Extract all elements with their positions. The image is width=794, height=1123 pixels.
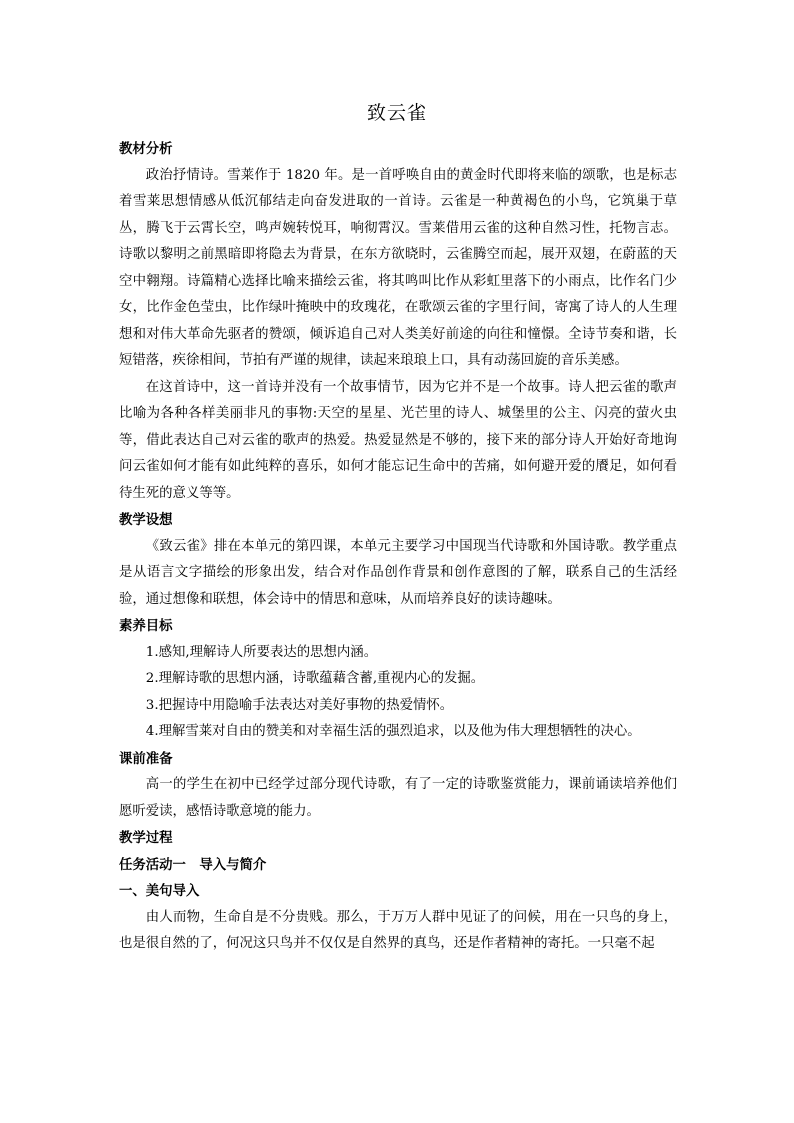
paragraph: 高一的学生在初中已经学过部分现代诗歌，有了一定的诗歌鉴赏能力，课前诵读培养他们愿听爱读，感悟诗歌意境的能力。 — [119, 777, 677, 819]
goal-item: 4.理解雪莱对自由的赞美和对幸福生活的强烈追求，以及他为伟大理想牺牲的决心。 — [145, 724, 641, 739]
paragraph: 在这首诗中，这一首诗并没有一个故事情节，因为它并不是一个故事。诗人把云雀的歌声比喻为各种各样美丽非凡的事物:天空的星星、光芒里的诗人、城堡里的公主、闪亮的萤火虫等，借此表达自己对云雀的歌声的热爱。热爱显然是不够的，接下来的部分诗人开始好奇地询问云雀如何才能有如此纯粹的喜乐，如何才能忘记生命中的苦痛，如何避开爱的餍足，如何看待生死的意义等等。 — [119, 379, 677, 501]
section-heading-literacy-goals: 素养目标 — [119, 618, 173, 634]
goal-item: 1.感知,理解诗人所要表达的思想内涵。 — [145, 644, 378, 660]
goal-item: 2.理解诗歌的思想内涵，诗歌蕴藉含蓄,重视内心的发掘。 — [145, 671, 485, 686]
paragraph: 《致云雀》排在本单元的第四课，本单元主要学习中国现当代诗歌和外国诗歌。教学重点是从语言文字描绘的形象出发，结合对作品创作背景和创作意图的了解，联系自己的生活经验，通过想像和联想，体会诗中的情思和意味，从而培养良好的读诗趣味。 — [119, 538, 677, 607]
section-heading-teaching-concept: 教学设想 — [119, 512, 173, 528]
paragraph: 政治抒情诗。雪莱作于 1820 年。是一首呼唤自由的黄金时代即将来临的颂歌，也是标志着雪莱思想情感从低沉郁结走向奋发进取的一首诗。云雀是一种黄褐色的小鸟，它筑巢于草丛，腾飞于云霄长空，鸣声婉转悦耳，响彻霄汉。雪莱借用云雀的这种自然习性，托物言志。诗歌以黎明之前黑暗即将隐去为背景，在东方欲晓时，云雀腾空而起，展开双翅，在蔚蓝的天空中翱翔。诗篇精心选择比喻来描绘云雀，将其鸣叫比作从彩虹里落下的小雨点，比作名门少女，比作金色莹虫，比作绿叶掩映中的玫瑰花，在歌颂云雀的字里行间，寄寓了诗人的人生理想和对伟大革命先驱者的赞颂，倾诉追自己对人类美好前途的向往和憧憬。全诗节奏和谐，长短错落，疾徐相间，节拍有严谨的规律，读起来琅琅上口，具有动荡回旋的音乐美感。 — [119, 167, 677, 368]
goal-item: 3.把握诗中用隐喻手法表达对美好事物的热爱情怀。 — [145, 697, 454, 713]
section-heading-teaching-process: 教学过程 — [119, 830, 173, 846]
document-body — [119, 136, 677, 958]
paragraph: 由人而物，生命自是不分贵贱。那么，于万万人群中见证了的问候，用在一只鸟的身上，也是很自然的了，何况这只鸟并不仅仅是自然界的真鸟，还是作者精神的寄托。一只毫不起 — [119, 909, 677, 951]
section-heading-task-activity-1: 任务活动一 导入与简介 — [119, 856, 267, 873]
section-heading-textbook-analysis: 教材分析 — [119, 141, 173, 157]
document-title: 致云雀 — [366, 102, 427, 124]
section-heading-intro: 一、美句导入 — [119, 883, 200, 899]
section-heading-preparation: 课前准备 — [119, 750, 173, 767]
